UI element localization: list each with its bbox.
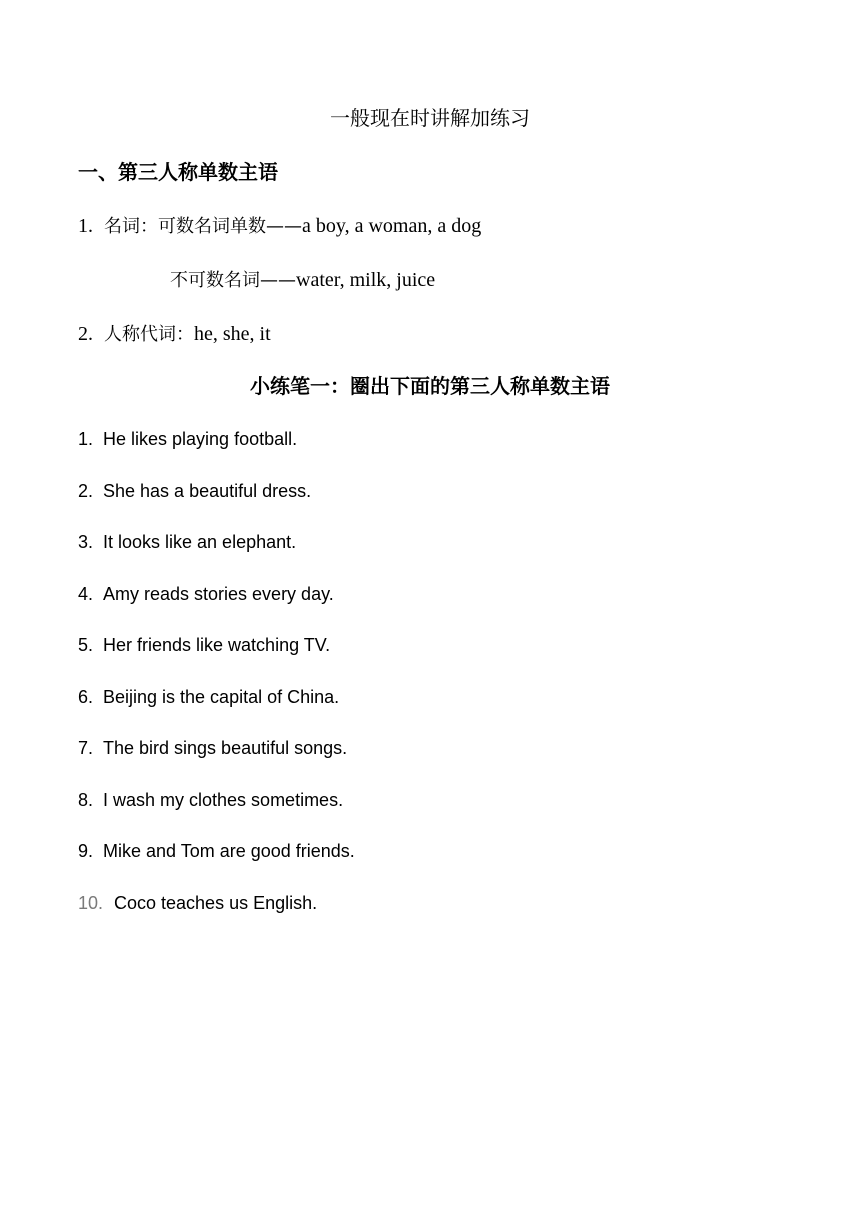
- definition-number: 1.: [78, 215, 93, 237]
- section-heading: 一、第三人称单数主语: [78, 160, 278, 184]
- exercise-number: 7.: [78, 738, 94, 758]
- exercise-item: [78, 890, 355, 942]
- exercise-item: [78, 684, 355, 736]
- exercise-number: 2.: [78, 480, 94, 501]
- definition-examples: he, she, it: [194, 323, 271, 345]
- exercise-text: Her friends like watching TV.: [103, 635, 331, 655]
- exercise-number: 8.: [78, 789, 94, 810]
- definition-line-1: [78, 212, 481, 241]
- exercise-number: 6.: [78, 686, 94, 707]
- exercise-text: Beijing is the capital of China.: [103, 686, 340, 707]
- exercise-number: 3.: [78, 532, 94, 552]
- exercise-text: Coco teaches us English.: [114, 892, 318, 913]
- exercise-item: [78, 787, 355, 839]
- definition-examples: water, milk, juice: [296, 269, 436, 291]
- exercise-text: Mike and Tom are good friends.: [103, 841, 355, 861]
- definition-label: 名词：可数名词单数——: [104, 216, 302, 237]
- page-title: 一般现在时讲解加练习: [330, 106, 530, 130]
- exercise-item: [78, 581, 355, 633]
- exercise-item: [78, 426, 355, 478]
- exercise-item: [78, 838, 355, 890]
- exercise-number: 1.: [78, 429, 94, 449]
- exercise-item: [78, 529, 355, 581]
- exercise-item: [78, 632, 355, 684]
- exercise-number: 9.: [78, 841, 94, 861]
- exercise-heading: 小练笔一：圈出下面的第三人称单数主语: [250, 374, 610, 398]
- definition-number: 2.: [78, 323, 93, 345]
- exercise-number: 10.: [78, 892, 104, 913]
- definition-examples: a boy, a woman, a dog: [302, 215, 482, 237]
- exercise-text: Amy reads stories every day.: [103, 583, 334, 604]
- definition-line-3: [78, 320, 271, 349]
- exercise-text: It looks like an elephant.: [103, 532, 297, 552]
- exercise-text: I wash my clothes sometimes.: [103, 789, 344, 810]
- exercise-text: She has a beautiful dress.: [103, 480, 312, 501]
- definition-line-2: [170, 266, 435, 295]
- exercise-item: [78, 478, 355, 530]
- exercise-number: 4.: [78, 583, 94, 604]
- exercise-text: The bird sings beautiful songs.: [103, 738, 348, 758]
- definition-label: 人称代词：: [104, 324, 194, 345]
- exercise-list: [78, 426, 355, 941]
- exercise-text: He likes playing football.: [103, 429, 298, 449]
- definition-label: 不可数名词——: [170, 270, 296, 291]
- exercise-number: 5.: [78, 635, 94, 655]
- exercise-item: [78, 735, 355, 787]
